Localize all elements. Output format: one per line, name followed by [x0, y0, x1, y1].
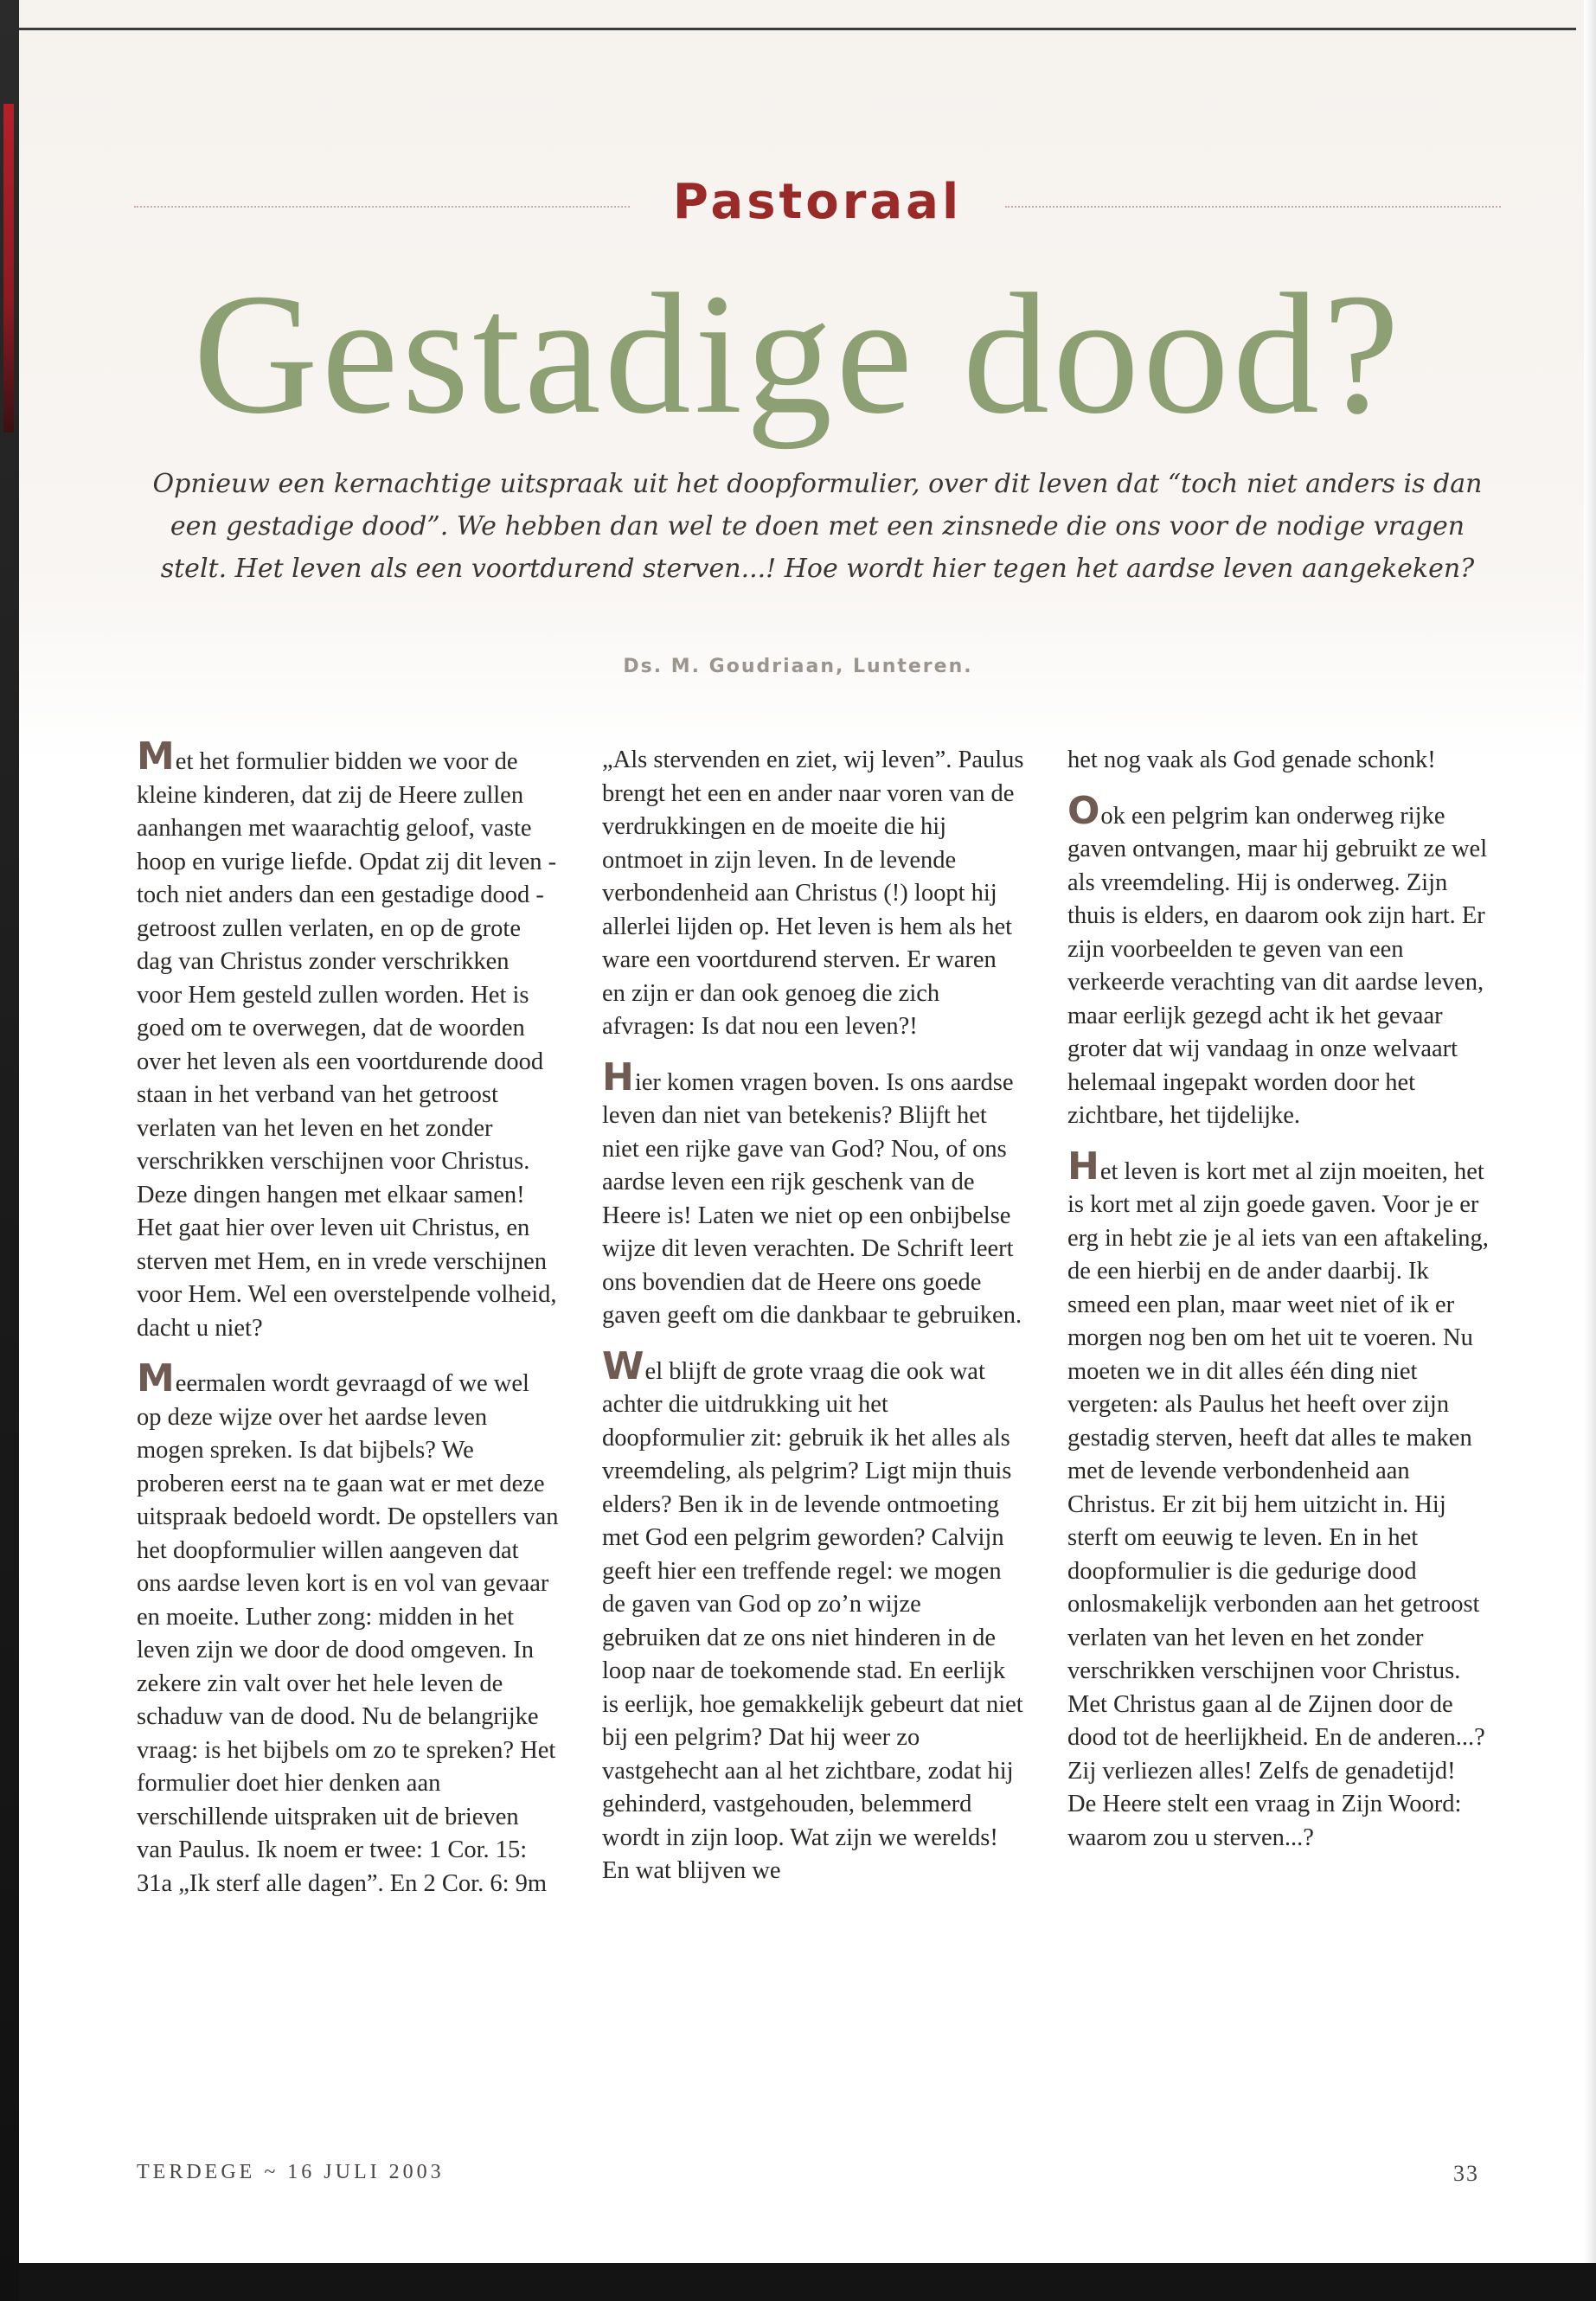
- drop-cap: O: [1067, 788, 1100, 833]
- footer-publication: TERDEGE ~ 16 JULI 2003: [137, 2161, 445, 2183]
- paragraph: [1067, 744, 1490, 778]
- section-dotted-rule-right: [1005, 206, 1501, 208]
- section-header: [134, 171, 1501, 232]
- paragraph: [137, 734, 559, 1345]
- paragraph: [1067, 788, 1490, 1133]
- article-intro: Opnieuw een kernachtige uitspraak uit het doopformulier, over dit leven dat “toch niet anders is dan een gestadige dood”. We hebben dan wel te doen met een zinsnede die ons voor de nodige vragen stelt. Het leven als een voortdurend sterven...! Hoe wordt hier tegen het aardse leven aangekeken?: [152, 469, 1483, 584]
- drop-cap: H: [602, 1054, 634, 1099]
- section-dotted-rule-left: [134, 206, 630, 208]
- article-title: Gestadige dood?: [193, 259, 1403, 450]
- paragraph: [602, 1054, 1024, 1333]
- paragraph: [1067, 1144, 1490, 1856]
- column-3: [1067, 744, 1490, 2119]
- article-byline: Ds. M. Goudriaan, Lunteren.: [623, 656, 973, 677]
- column-2: [602, 744, 1024, 2119]
- section-label: Pastoraal: [672, 173, 963, 230]
- paragraph: [602, 744, 1024, 1044]
- top-rule: [19, 28, 1576, 30]
- drop-cap: H: [1067, 1144, 1099, 1189]
- paragraph-text: ok een pelgrim kan onderweg rijke gaven ontvangen, maar hij gebruikt ze wel als vreemdeling. Hij is onderweg. Zijn thuis is elders, en daarom ook zijn hart. Er zijn voorbeelden te geven van een verkeerde verachting van dit aardse leven, maar eerlijk gezegd acht ik het gevaar groter dat wij vandaag in onze welvaart helemaal ingepakt worden door het zichtbare, het tijdelijke.: [1067, 802, 1488, 1129]
- drop-cap: W: [602, 1343, 644, 1388]
- paragraph-text: eermalen wordt gevraagd of we wel op deze wijze over het aardse leven mogen spreken. Is dat bijbels? We proberen eerst na te gaan wat er met deze uitspraak bedoeld wordt. De opstellers van het doopformulier willen aangeven dat ons aardse leven kort is en vol van gevaar en moeite. Luther zong: midden in het leven zijn we door de dood omgeven. In zekere zin valt over het hele leven de schaduw van de dood. Nu de belangrijke vraag: is het bijbels om zo te spreken? Het formulier doet hier denken aan verschillende uitspraken uit de brieven van Paulus. Ik noem er twee: 1 Cor. 15: 31a „Ik sterf alle dagen”. En 2 Cor. 6: 9m: [137, 1370, 559, 1897]
- paragraph-text: el blijft de grote vraag die ook wat achter die uitdrukking uit het doopformulier zit: gebruik ik het alles als vreemdeling, als pelgrim? Ligt mijn thuis elders? Ben ik in de levende ontmoeting met God een pelgrim geworden? Calvijn geeft hier een treffende regel: we mogen de gaven van God op zo’n wijze gebruiken dat ze ons niet hinderen in de loop naar de toekomende stad. En eerlijk is eerlijk, hoe gemakkelijk gebeurt dat niet bij een pelgrim? Dat hij weer zo vastgehecht aan al het zichtbare, zodat hij gehinderd, vastgehouden, belemmerd wordt in zijn loop. Wat zijn we werelds! En wat blijven we: [602, 1357, 1023, 1884]
- paragraph-text: et leven is kort met al zijn moeiten, het is kort met al zijn goede gaven. Voor je er erg in hebt zie je al iets van een aftakeling, de een hierbij en de ander daarbij. Ik smeed een plan, maar weet niet of ik er morgen nog ben om het uit te voeren. Nu moeten we in dit alles één ding niet vergeten: als Paulus het heeft over zijn gestadig sterven, heeft dat alles te maken met de levende verbondenheid aan Christus. Er zit bij hem uitzicht in. Hij sterft om eeuwig te leven. En in het doopformulier is die gedurige dood onlosmakelijk verbonden aan het getroost verlaten van het leven en het zonder verschrikken verschijnen voor Christus. Met Christus gaan al de Zijnen door de dood tot de heerlijkheid. En de anderen...? Zij verliezen alles! Zelfs de genadetijd! De Heere stelt een vraag in Zijn Woord: waarom zou u sterven...?: [1067, 1157, 1489, 1851]
- column-1: [137, 734, 559, 2119]
- paragraph-text: ier komen vragen boven. Is ons aardse leven dan niet van betekenis? Blijft het niet een rijke gave van God? Nou, of ons aardse leven een rijk geschenk van de Heere is! Laten we niet op een onbijbelse wijze dit leven verachten. De Schrift leert ons bovendien dat de Heere ons goede gaven geeft om die dankbaar te gebruiken.: [602, 1068, 1022, 1329]
- article-body: [137, 734, 1490, 2119]
- drop-cap: M: [137, 1356, 175, 1400]
- paragraph-text: „Als stervenden en ziet, wij leven”. Paulus brengt het een en ander naar voren van de verdrukkingen en de moeite die hij ontmoet in zijn leven. In de levende verbondenheid aan Christus (!) loopt hij allerlei lijden op. Het leven is hem als het ware een voortdurend sterven. Er waren en zijn er dan ook genoeg die zich afvragen: Is dat nou een leven?!: [602, 747, 1024, 1040]
- paragraph: [137, 1356, 559, 1900]
- page-number: 33: [1453, 2161, 1479, 2186]
- paragraph-text: het nog vaak als God genade schonk!: [1067, 747, 1436, 773]
- bottom-border: [19, 2263, 1596, 2301]
- paragraph-text: et het formulier bidden we voor de kleine kinderen, dat zij de Heere zullen aanhangen met waarachtig geloof, vaste hoop en vurige liefde. Opdat zij dit leven - toch niet anders dan een gestadige dood - getroost zullen verlaten, en op de grote dag van Christus zonder verschrikken voor Hem gesteld zullen worden. Het is goed om te overwegen, dat de woorden over het leven als een voortdurende dood staan in het verband van het getroost verlaten van het leven en het zonder verschrikken verschijnen voor Christus. Deze dingen hangen met elkaar samen! Het gaat hier over leven uit Christus, en sterven met Hem, en in vrede verschijnen voor Hem. Wel een overstelpende volheid, dacht u niet?: [137, 748, 557, 1342]
- drop-cap: M: [137, 734, 175, 779]
- paragraph: [602, 1343, 1024, 1888]
